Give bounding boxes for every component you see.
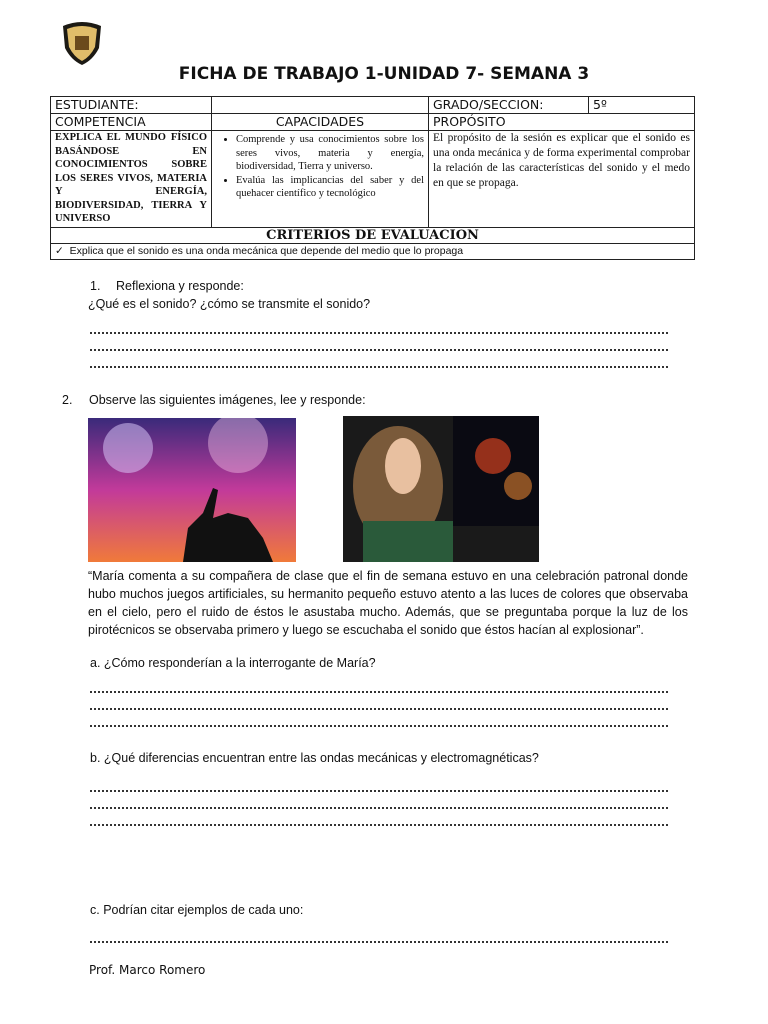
child-covering-ears-photo bbox=[343, 416, 539, 562]
answer-line[interactable] bbox=[90, 941, 668, 943]
q2-number: 2. bbox=[62, 393, 73, 407]
info-table bbox=[50, 96, 695, 260]
check-icon: ✓ bbox=[55, 245, 70, 257]
competencia-text: EXPLICA EL MUNDO FÍSICO BASÁNDOSE EN CONOCIMIENTOS SOBRE LOS SERES VIVOS, MATERIA Y ENERGÍA, BIODIVERSIDAD, TIERRA Y UNIVERSO bbox=[51, 131, 212, 228]
answer-line[interactable] bbox=[90, 708, 668, 710]
answer-line[interactable] bbox=[90, 691, 668, 693]
capacidad-item: • Comprende y usa conocimientos sobre los seres vivos, materia y energía, biodiversidad, Tierra y universo. bbox=[236, 133, 424, 174]
q1-question: ¿Qué es el sonido? ¿cómo se transmite el sonido? bbox=[88, 297, 371, 311]
answer-line[interactable] bbox=[90, 790, 668, 792]
capacidad-item: • Evalúa las implicancias del saber y del quehacer científico y tecnológico bbox=[236, 174, 424, 201]
question-a: a. ¿Cómo responderían a la interrogante de María? bbox=[90, 656, 376, 670]
story-paragraph: “María comenta a su compañera de clase que el fin de semana estuvo en una celebración patronal donde hubo muchos juegos artificiales, su hermanito pequeño estuvo atento a las luces de colores que observaba en el cielo, pero el ruido de éstos le asustaba mucho. Además, que se preguntaba porque la luz de los pirotécnicos se observaba primero y luego se escuchaba el sonido que éstos hacían al explosionar”. bbox=[88, 569, 688, 637]
grade-label: GRADO/SECCION: bbox=[429, 97, 589, 114]
q1-number: 1. bbox=[90, 279, 101, 293]
answer-line[interactable] bbox=[90, 366, 668, 368]
q2-title: Observe las siguientes imágenes, lee y responde: bbox=[89, 393, 366, 407]
student-field[interactable] bbox=[212, 97, 429, 114]
criterios-header: CRITERIOS DE EVALUACION bbox=[51, 228, 695, 244]
student-label: ESTUDIANTE: bbox=[51, 97, 212, 114]
capacidades-header: CAPACIDADES bbox=[212, 114, 429, 131]
proposito-text: El propósito de la sesión es explicar que el sonido es una onda mecánica y de forma experimental comprobar la relación de las características del sonido y el medo en que se propaga. bbox=[429, 131, 695, 228]
page-title: FICHA DE TRABAJO 1-UNIDAD 7- SEMANA 3 bbox=[178, 64, 590, 84]
q1-title: Reflexiona y responde: bbox=[116, 279, 244, 293]
grade-value[interactable]: 5º bbox=[589, 97, 695, 114]
school-logo bbox=[60, 20, 104, 66]
proposito-header: PROPÓSITO bbox=[429, 114, 695, 131]
answer-line[interactable] bbox=[90, 332, 668, 334]
answer-line[interactable] bbox=[90, 725, 668, 727]
answer-line[interactable] bbox=[90, 807, 668, 809]
criterio-text: Explica que el sonido es una onda mecánica que depende del medio que lo propaga bbox=[69, 245, 464, 257]
author-footer: Prof. Marco Romero bbox=[89, 963, 206, 977]
question-b: b. ¿Qué diferencias encuentran entre las ondas mecánicas y electromagnéticas? bbox=[90, 751, 539, 765]
answer-line[interactable] bbox=[90, 349, 668, 351]
competencia-header: COMPETENCIA bbox=[51, 114, 212, 131]
fireworks-family-photo bbox=[88, 418, 296, 562]
question-c: c. Podrían citar ejemplos de cada uno: bbox=[90, 903, 304, 917]
answer-line[interactable] bbox=[90, 824, 668, 826]
